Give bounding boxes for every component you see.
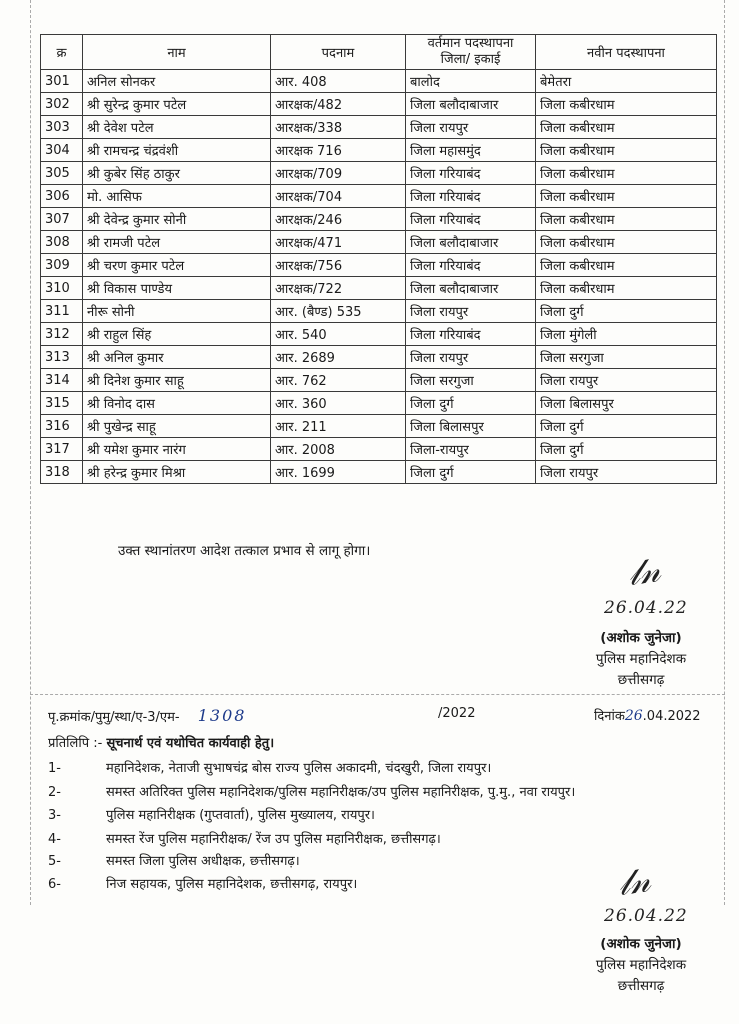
row-current-posting: जिला महासमुंद: [406, 139, 536, 162]
table-row: [41, 116, 717, 139]
row-current-posting: जिला गरियाबंद: [406, 162, 536, 185]
signatory-block-2: [566, 934, 716, 997]
row-serial: 306: [41, 185, 83, 208]
row-name: श्री कुबेर सिंह ठाकुर: [83, 162, 271, 185]
row-designation: आरक्षक/482: [271, 93, 406, 116]
row-designation: आरक्षक/722: [271, 277, 406, 300]
row-name: अनिल सोनकर: [83, 70, 271, 93]
table-row: [41, 70, 717, 93]
row-new-posting: जिला कबीरधाम: [536, 231, 717, 254]
header-current-line2: जिला/ इकाई: [440, 52, 501, 67]
table-row: [41, 185, 717, 208]
header-name: नाम: [83, 35, 271, 70]
reference-date-prefix: दिनांक: [594, 709, 625, 724]
row-new-posting: जिला कबीरधाम: [536, 139, 717, 162]
reference-handwritten-number: 1308: [197, 706, 247, 725]
row-designation: आरक्षक 716: [271, 139, 406, 162]
row-designation: आर. 762: [271, 369, 406, 392]
row-designation: आर. 360: [271, 392, 406, 415]
row-name: श्री राहुल सिंह: [83, 323, 271, 346]
signatory-place-2: छत्तीसगढ़: [617, 978, 665, 994]
reference-date-day: 26: [624, 708, 643, 724]
row-serial: 317: [41, 438, 83, 461]
row-serial: 309: [41, 254, 83, 277]
row-new-posting: जिला सरगुजा: [536, 346, 717, 369]
row-name: श्री दिनेश कुमार साहू: [83, 369, 271, 392]
copy-recipient-item: [48, 851, 300, 869]
row-name: श्री देवेन्द्र कुमार सोनी: [83, 208, 271, 231]
row-new-posting: जिला रायपुर: [536, 461, 717, 484]
signature-mark-1: 𝓁𝓃: [625, 549, 663, 595]
copy-recipient-text: महानिदेशक, नेताजी सुभाषचंद्र बोस राज्य पुलिस अकादमी, चंदखुरी, जिला रायपुर।: [106, 761, 492, 776]
table-row: [41, 300, 717, 323]
row-serial: 303: [41, 116, 83, 139]
row-serial: 302: [41, 93, 83, 116]
row-serial: 312: [41, 323, 83, 346]
row-current-posting: जिला बलौदाबाजार: [406, 93, 536, 116]
row-new-posting: जिला कबीरधाम: [536, 185, 717, 208]
row-name: श्री चरण कुमार पटेल: [83, 254, 271, 277]
table-row: [41, 254, 717, 277]
table-row: [41, 93, 717, 116]
row-serial: 308: [41, 231, 83, 254]
row-new-posting: जिला कबीरधाम: [536, 254, 717, 277]
row-designation: आरक्षक/338: [271, 116, 406, 139]
copy-recipient-number: 2-: [48, 785, 61, 800]
row-current-posting: जिला रायपुर: [406, 116, 536, 139]
copy-recipient-text: समस्त रेंज पुलिस महानिरीक्षक/ रेंज उप पुलिस महानिरीक्षक, छत्तीसगढ़।: [106, 832, 441, 847]
table-row: [41, 346, 717, 369]
table-row: [41, 415, 717, 438]
row-designation: आर. 211: [271, 415, 406, 438]
row-name: श्री यमेश कुमार नारंग: [83, 438, 271, 461]
row-current-posting: जिला दुर्ग: [406, 392, 536, 415]
row-current-posting: जिला रायपुर: [406, 346, 536, 369]
row-designation: आरक्षक/704: [271, 185, 406, 208]
signatory-title-2: पुलिस महानिदेशक: [595, 957, 687, 973]
row-designation: आर. (बैण्ड) 535: [271, 300, 406, 323]
header-current-line1: वर्तमान पदस्थापना: [427, 36, 514, 51]
row-current-posting: जिला-रायपुर: [406, 438, 536, 461]
row-serial: 318: [41, 461, 83, 484]
row-name: श्री अनिल कुमार: [83, 346, 271, 369]
header-serial: क्र: [41, 35, 83, 70]
copy-recipient-item: [48, 782, 575, 800]
signatory-name-2: (अशोक जुनेजा): [600, 936, 682, 952]
row-name: श्री हरेन्द्र कुमार मिश्रा: [83, 461, 271, 484]
row-name: श्री विनोद दास: [83, 392, 271, 415]
table-row: [41, 139, 717, 162]
row-name: श्री रामजी पटेल: [83, 231, 271, 254]
table-row: [41, 369, 717, 392]
copy-recipient-text: समस्त अतिरिक्त पुलिस महानिदेशक/पुलिस महानिरीक्षक/उप पुलिस महानिरीक्षक, पु.मु., नवा रायपुर।: [106, 785, 576, 800]
row-serial: 305: [41, 162, 83, 185]
reference-number: [48, 706, 246, 725]
signatory-name-1: (अशोक जुनेजा): [600, 630, 682, 646]
table-row: [41, 277, 717, 300]
row-name: श्री देवेश पटेल: [83, 116, 271, 139]
row-new-posting: जिला मुंगेली: [536, 323, 717, 346]
row-current-posting: जिला गरियाबंद: [406, 254, 536, 277]
row-current-posting: जिला सरगुजा: [406, 369, 536, 392]
reference-prefix: पृ.क्रमांक/पुमु/स्था/ए-3/एम-: [48, 710, 180, 725]
row-new-posting: जिला कबीरधाम: [536, 116, 717, 139]
row-current-posting: जिला रायपुर: [406, 300, 536, 323]
row-new-posting: जिला कबीरधाम: [536, 208, 717, 231]
copy-recipient-item: [48, 829, 441, 847]
row-designation: आर. 2689: [271, 346, 406, 369]
row-new-posting: जिला दुर्ग: [536, 300, 717, 323]
transfer-table: [40, 34, 717, 484]
row-new-posting: जिला बिलासपुर: [536, 392, 717, 415]
row-designation: आरक्षक/756: [271, 254, 406, 277]
row-current-posting: जिला गरियाबंद: [406, 185, 536, 208]
table-row: [41, 461, 717, 484]
row-designation: आर. 540: [271, 323, 406, 346]
row-new-posting: जिला दुर्ग: [536, 438, 717, 461]
reference-date: [594, 706, 701, 724]
copy-recipient-number: 3-: [48, 808, 61, 823]
row-new-posting: बेमेतरा: [536, 70, 717, 93]
row-serial: 311: [41, 300, 83, 323]
row-new-posting: जिला दुर्ग: [536, 415, 717, 438]
row-new-posting: जिला कबीरधाम: [536, 162, 717, 185]
signatory-place-1: छत्तीसगढ़: [617, 672, 665, 688]
copy-recipient-item: [48, 805, 375, 823]
header-designation: पदनाम: [271, 35, 406, 70]
row-name: श्री विकास पाण्डेय: [83, 277, 271, 300]
copy-recipient-number: 1-: [48, 761, 61, 776]
signature-date-2: 26.04.22: [604, 906, 688, 926]
row-designation: आर. 1699: [271, 461, 406, 484]
row-designation: आर. 408: [271, 70, 406, 93]
row-serial: 313: [41, 346, 83, 369]
copy-recipient-number: 5-: [48, 854, 61, 869]
table-row: [41, 231, 717, 254]
signatory-title-1: पुलिस महानिदेशक: [595, 651, 687, 667]
table-row: [41, 208, 717, 231]
row-designation: आरक्षक/246: [271, 208, 406, 231]
copy-recipient-item: [48, 874, 357, 892]
header-current-posting: [406, 35, 536, 70]
row-name: श्री पुखेन्द्र साहू: [83, 415, 271, 438]
row-current-posting: बालोद: [406, 70, 536, 93]
row-current-posting: जिला बिलासपुर: [406, 415, 536, 438]
copy-recipient-text: पुलिस महानिरीक्षक (गुप्तवार्ता), पुलिस मुख्यालय, रायपुर।: [106, 808, 375, 823]
row-new-posting: जिला रायपुर: [536, 369, 717, 392]
row-serial: 315: [41, 392, 83, 415]
row-designation: आर. 2008: [271, 438, 406, 461]
signatory-block-1: [566, 628, 716, 691]
row-current-posting: जिला गरियाबंद: [406, 323, 536, 346]
row-serial: 307: [41, 208, 83, 231]
row-name: श्री सुरेन्द्र कुमार पटेल: [83, 93, 271, 116]
row-serial: 316: [41, 415, 83, 438]
page-border-left: [30, 0, 31, 905]
divider-top: [30, 694, 725, 695]
table-header-row: [41, 35, 717, 70]
header-new-posting: नवीन पदस्थापना: [536, 35, 717, 70]
row-serial: 310: [41, 277, 83, 300]
signature-mark-2: 𝓁𝓃: [615, 859, 653, 905]
signature-date-1: 26.04.22: [604, 598, 688, 618]
copy-recipient-item: [48, 758, 491, 776]
reference-year: /2022: [438, 706, 476, 721]
table-row: [41, 438, 717, 461]
row-designation: आरक्षक/709: [271, 162, 406, 185]
copy-to-heading: [48, 733, 274, 751]
page-border-right: [724, 0, 725, 905]
reference-date-rest: .04.2022: [642, 709, 701, 724]
row-name: श्री रामचन्द्र चंद्रवंशी: [83, 139, 271, 162]
order-effect-text: उक्त स्थानांतरण आदेश तत्काल प्रभाव से लागू होगा।: [118, 543, 371, 559]
copy-recipient-text: निज सहायक, पुलिस महानिदेशक, छत्तीसगढ़, रायपुर।: [106, 877, 358, 892]
copy-recipient-number: 6-: [48, 877, 61, 892]
row-name: नीरू सोनी: [83, 300, 271, 323]
row-current-posting: जिला बलौदाबाजार: [406, 277, 536, 300]
table-row: [41, 162, 717, 185]
table-row: [41, 392, 717, 415]
row-serial: 301: [41, 70, 83, 93]
copy-recipient-number: 4-: [48, 832, 61, 847]
row-serial: 314: [41, 369, 83, 392]
row-serial: 304: [41, 139, 83, 162]
row-current-posting: जिला दुर्ग: [406, 461, 536, 484]
table-body: [41, 70, 717, 484]
copy-purpose: सूचनार्थ एवं यथोचित कार्यवाही हेतु।: [106, 736, 275, 751]
row-name: मो. आसिफ: [83, 185, 271, 208]
copy-recipient-text: समस्त जिला पुलिस अधीक्षक, छत्तीसगढ़।: [106, 854, 300, 869]
row-current-posting: जिला बलौदाबाजार: [406, 231, 536, 254]
row-new-posting: जिला कबीरधाम: [536, 93, 717, 116]
row-current-posting: जिला गरियाबंद: [406, 208, 536, 231]
row-designation: आरक्षक/471: [271, 231, 406, 254]
copy-label: प्रतिलिपि :-: [48, 736, 103, 751]
table-row: [41, 323, 717, 346]
row-new-posting: जिला कबीरधाम: [536, 277, 717, 300]
